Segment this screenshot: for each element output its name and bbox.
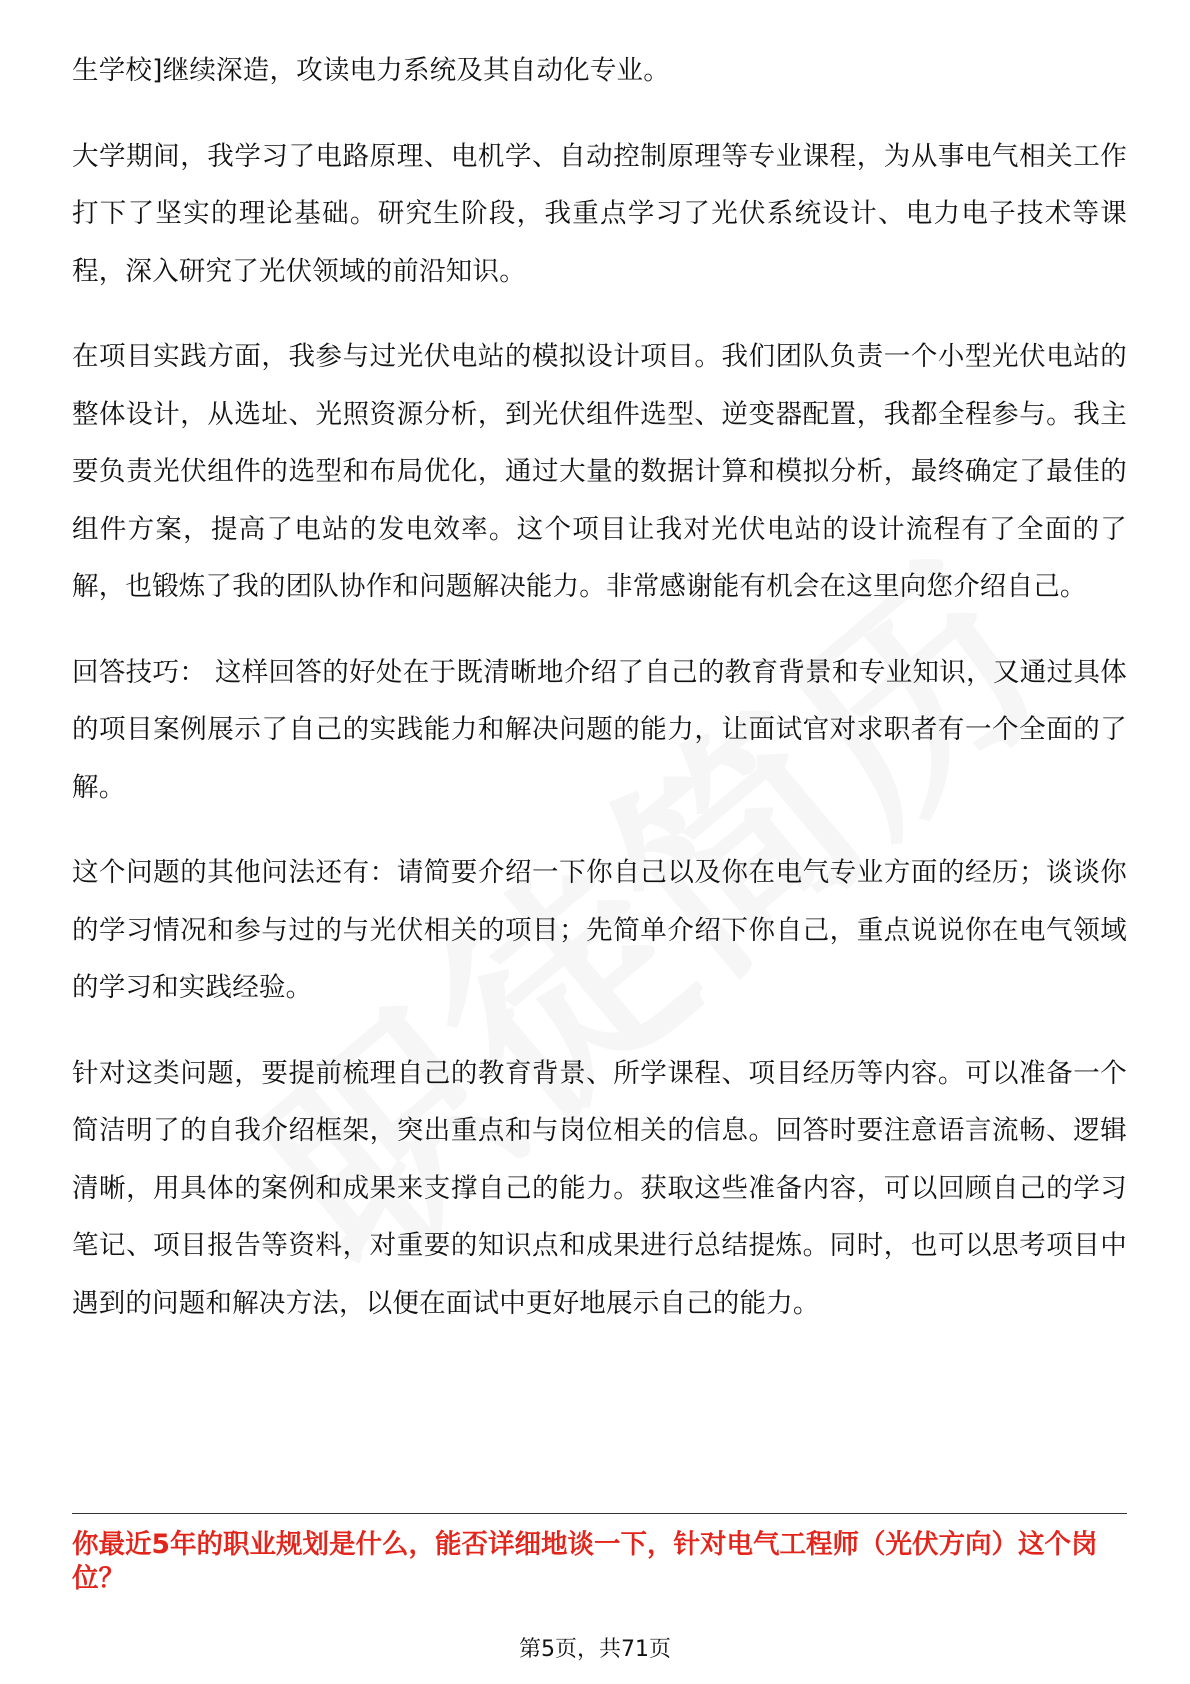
body-content — [72, 42, 1127, 1332]
paragraph-preparation-advice: 针对这类问题，要提前梳理自己的教育背景、所学课程、项目经历等内容。可以准备一个简洁明了的自我介绍框架，突出重点和与岗位相关的信息。回答时要注意语言流畅、逻辑清晰，用具体的案例和成果来支撑自己的能力。获取这些准备内容，可以回顾自己的学习笔记、项目报告等资料，对重要的知识点和成果进行总结提炼。同时，也可以思考项目中遇到的问题和解决方法，以便在面试中更好地展示自己的能力。 — [72, 1057, 1127, 1319]
paragraph-project-practice: 在项目实践方面，我参与过光伏电站的模拟设计项目。我们团队负责一个小型光伏电站的整体设计，从选址、光照资源分析，到光伏组件选型、逆变器配置，我都全程参与。我主要负责光伏组件的选型和布局优化，通过大量的数据计算和模拟分析，最终确定了最佳的组件方案，提高了电站的发电效率。这个项目让我对光伏电站的设计流程有了全面的了解，也锻炼了我的团队协作和问题解决能力。非常感谢能有机会在这里向您介绍自己。 — [72, 341, 1127, 602]
next-question-heading: 你最近5年的职业规划是什么，能否详细地谈一下，针对电气工程师（光伏方向）这个岗位？ — [72, 1529, 1098, 1594]
paragraph-education-continued: 生学校]继续深造，攻读电力系统及其自动化专业。 — [72, 55, 670, 86]
paragraph-courses: 大学期间，我学习了电路原理、电机学、自动控制原理等专业课程，为从事电气相关工作打下了坚实的理论基础。研究生阶段，我重点学习了光伏系统设计、电力电子技术等课程，深入研究了光伏领域的前沿知识。 — [72, 140, 1127, 287]
section-divider — [72, 1513, 1127, 1514]
paragraph-alternative-questions: 这个问题的其他问法还有：请简要介绍一下你自己以及你在电气专业方面的经历；谈谈你的学习情况和参与过的与光伏相关的项目；先简单介绍下你自己，重点说说你在电气领域的学习和实践经验。 — [72, 857, 1127, 1003]
paragraph-answer-tips: 回答技巧： 这样回答的好处在于既清晰地介绍了自己的教育背景和专业知识，又通过具体的项目案例展示了自己的实践能力和解决问题的能力，让面试官对求职者有一个全面的了解。 — [72, 656, 1127, 803]
page-number-footer: 第5页，共71页 — [519, 1637, 671, 1662]
